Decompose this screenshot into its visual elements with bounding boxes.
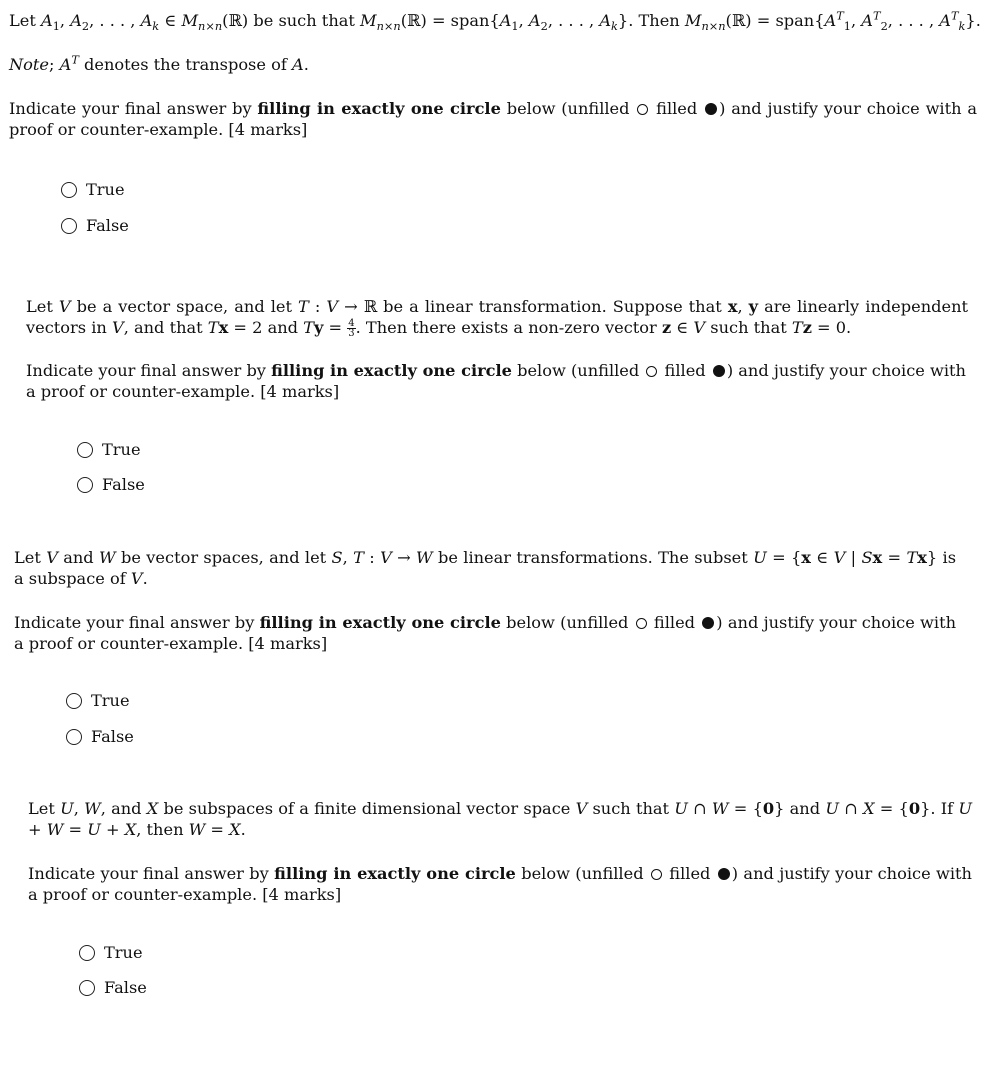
radio-circle-icon[interactable]	[66, 729, 82, 745]
question-4-statement: Let U, W, and X be subspaces of a finite dimensional vector space V such that U ∩ W = {0} and U ∩ X = {0}. If U + W = U + X, then W = X.	[28, 799, 973, 839]
question-3-option-true[interactable]	[66, 691, 130, 711]
radio-circle-icon[interactable]	[61, 182, 77, 198]
radio-circle-icon[interactable]	[77, 477, 93, 493]
option-label: True	[104, 943, 143, 962]
question-4-option-true[interactable]	[79, 943, 143, 963]
question-2-statement: Let V be a vector space, and let T : V → ℝ be a linear transformation. Suppose that x, y are linearly independent vectors in V, and that Tx = 2 and Ty = $\frac{4}{3}$ . Then there exists a non-zero vector z ∈ V such that Tz = 0.	[26, 297, 968, 339]
question-1-statement: Let $A_1$, $A_2$, . . . , $A_k$ ∈ $M_{n\times n}(ℝ)$ be such that $M_{n\times n}(ℝ)$ = $span\{A_1$, $A_2$, . . . , $A_k$}. Then $M_{n\times n}(ℝ)$ = $span\{A^T_1$, $A^T_2$, . . . , $A^T_k$}.	[9, 8, 981, 34]
radio-circle-icon[interactable]	[79, 945, 95, 961]
question-4-instruction: Indicate your final answer by filling in exactly one circle below (unfilled filled ) and justify your choice with a proof or counter-example. [4 marks]	[28, 864, 972, 904]
question-1-option-false[interactable]	[61, 216, 129, 236]
filled-circle-icon	[718, 868, 730, 880]
radio-circle-icon[interactable]	[66, 693, 82, 709]
question-2-option-false[interactable]	[77, 475, 145, 495]
question-2-instruction: Indicate your final answer by filling in exactly one circle below (unfilled filled ) and justify your choice with a proof or counter-example. [4 marks]	[26, 361, 966, 401]
unfilled-circle-icon	[637, 104, 648, 115]
question-2-option-true[interactable]	[77, 440, 141, 460]
unfilled-circle-icon	[646, 366, 657, 377]
question-1-note: Note; $A^T$ denotes the transpose of A.	[9, 52, 309, 74]
option-label: False	[91, 727, 134, 746]
unfilled-circle-icon	[636, 618, 647, 629]
option-label: True	[91, 691, 130, 710]
question-3-statement: Let V and W be vector spaces, and let S, T : V → W be linear transformations. The subset U = {x ∈ V | Sx = Tx} is a subspace of V.	[14, 548, 957, 588]
option-label: False	[86, 216, 129, 235]
radio-circle-icon[interactable]	[61, 218, 77, 234]
radio-circle-icon[interactable]	[79, 980, 95, 996]
question-3-option-false[interactable]	[66, 727, 134, 747]
filled-circle-icon	[702, 617, 714, 629]
question-3-instruction: Indicate your final answer by filling in exactly one circle below (unfilled filled ) and justify your choice with a proof or counter-example. [4 marks]	[14, 613, 956, 653]
radio-circle-icon[interactable]	[77, 442, 93, 458]
filled-circle-icon	[705, 103, 717, 115]
question-1-option-true[interactable]	[61, 180, 125, 200]
option-label: False	[102, 475, 145, 494]
unfilled-circle-icon	[651, 869, 662, 880]
question-1-instruction: Indicate your final answer by filling in exactly one circle below (unfilled filled ) and justify your choice with a proof or counter-example. [4 marks]	[9, 99, 978, 139]
option-label: True	[86, 180, 125, 199]
option-label: True	[102, 440, 141, 459]
option-label: False	[104, 978, 147, 997]
question-4-option-false[interactable]	[79, 978, 147, 998]
filled-circle-icon	[713, 365, 725, 377]
